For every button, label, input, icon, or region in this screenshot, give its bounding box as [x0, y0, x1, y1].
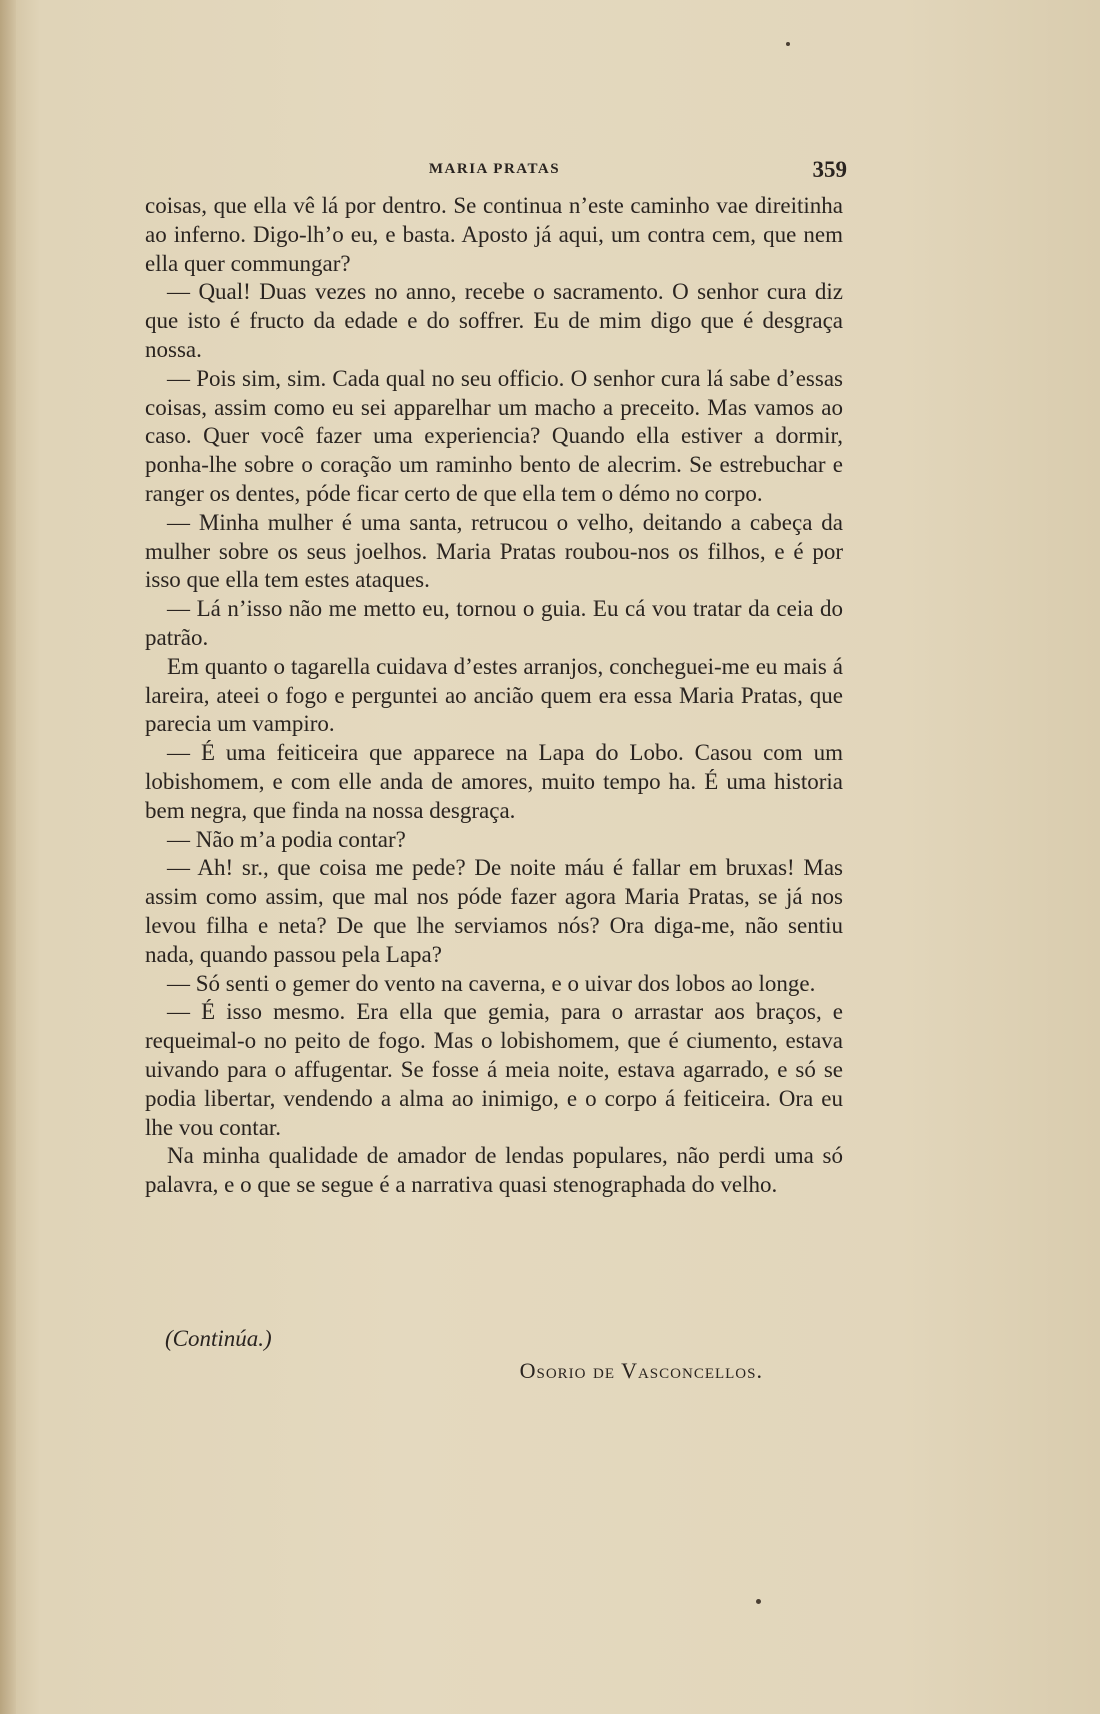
continua-note — [165, 1326, 272, 1352]
paragraph: — É uma feiticeira que apparece na Lapa do Lobo. Casou com um lobishomem, e com elle anda de amores, muito tempo ha. É uma historia bem negra, que finda na nossa desgraça. — [145, 740, 843, 823]
paragraph: — Não m’a podia contar? — [167, 826, 406, 852]
paper-speck — [786, 42, 790, 46]
paragraph: coisas, que ella vê lá por dentro. Se continua n’este caminho vae direitinha ao inferno. Digo-lh’o eu, e basta. Aposto já aqui, um contra cem, que nem ella quer commungar? — [145, 193, 843, 276]
paragraph: — É isso mesmo. Era ella que gemia, para o arrastar aos braços, e requeimal-o no peito de fogo. Mas o lobishomem, que é ciumento, estava uivando para o affugentar. Se fosse á meia noite, estava agarrado, e só se podia libertar, vendendo a alma ao inimigo, e o corpo á feiticeira. Ora eu lhe vou contar. — [145, 999, 843, 1140]
paragraph: Na minha qualidade de amador de lendas populares, não perdi uma só palavra, e o que se segue é a narrativa quasi stenographada do velho. — [145, 1143, 843, 1198]
paragraph: Em quanto o tagarella cuidava d’estes arranjos, concheguei-me eu mais á lareira, ateei o fogo e perguntei ao ancião quem era essa Maria Pratas, que parecia um vampiro. — [145, 653, 843, 737]
body-text — [145, 192, 843, 1200]
paragraph: — Qual! Duas vezes no anno, recebe o sacramento. O senhor cura diz que isto é fructo da edade e do soffrer. Eu de mim digo que é desgraça nossa. — [145, 279, 843, 362]
paragraph: — Só senti o gemer do vento na caverna, e o uivar dos lobos ao longe. — [167, 970, 816, 996]
page-number: 359 — [812, 157, 847, 182]
paper-speck — [756, 1599, 761, 1604]
paragraph: — Ah! sr., que coisa me pede? De noite máu é fallar em bruxas! Mas assim como assim, que mal nos póde fazer agora Maria Pratas, se já nos levou filha e neta? De que lhe serviamos nós? Ora diga-me, não sentiu nada, quando passou pela Lapa? — [145, 855, 843, 967]
running-title: MARIA PRATAS — [428, 161, 561, 177]
paragraph: — Pois sim, sim. Cada qual no seu officio. O senhor cura lá sabe d’essas coisas, assim como eu sei apparelhar um macho a preceito. Mas vamos ao caso. Quer você fazer uma experiencia? Quando ella estiver a dormir, ponha-lhe sobre o coração um raminho bento de alecrim. Se estrebuchar e ranger os dentes, póde ficar certo de que ella tem o démo no corpo. — [145, 365, 843, 506]
paragraph: — Minha mulher é uma santa, retrucou o velho, deitando a cabeça da mulher sobre os seus joelhos. Maria Pratas roubou-nos os filhos, e é por isso que ella tem estes ataques. — [145, 509, 843, 593]
paragraph: — Lá n’isso não me metto eu, tornou o guia. Eu cá vou tratar da ceia do patrão. — [145, 596, 843, 650]
running-head — [142, 157, 847, 183]
continua-text: (Continúa.) — [165, 1326, 272, 1351]
page-spine-shadow — [0, 0, 16, 1714]
author-signature: Osorio de Vasconcellos. — [519, 1358, 763, 1383]
